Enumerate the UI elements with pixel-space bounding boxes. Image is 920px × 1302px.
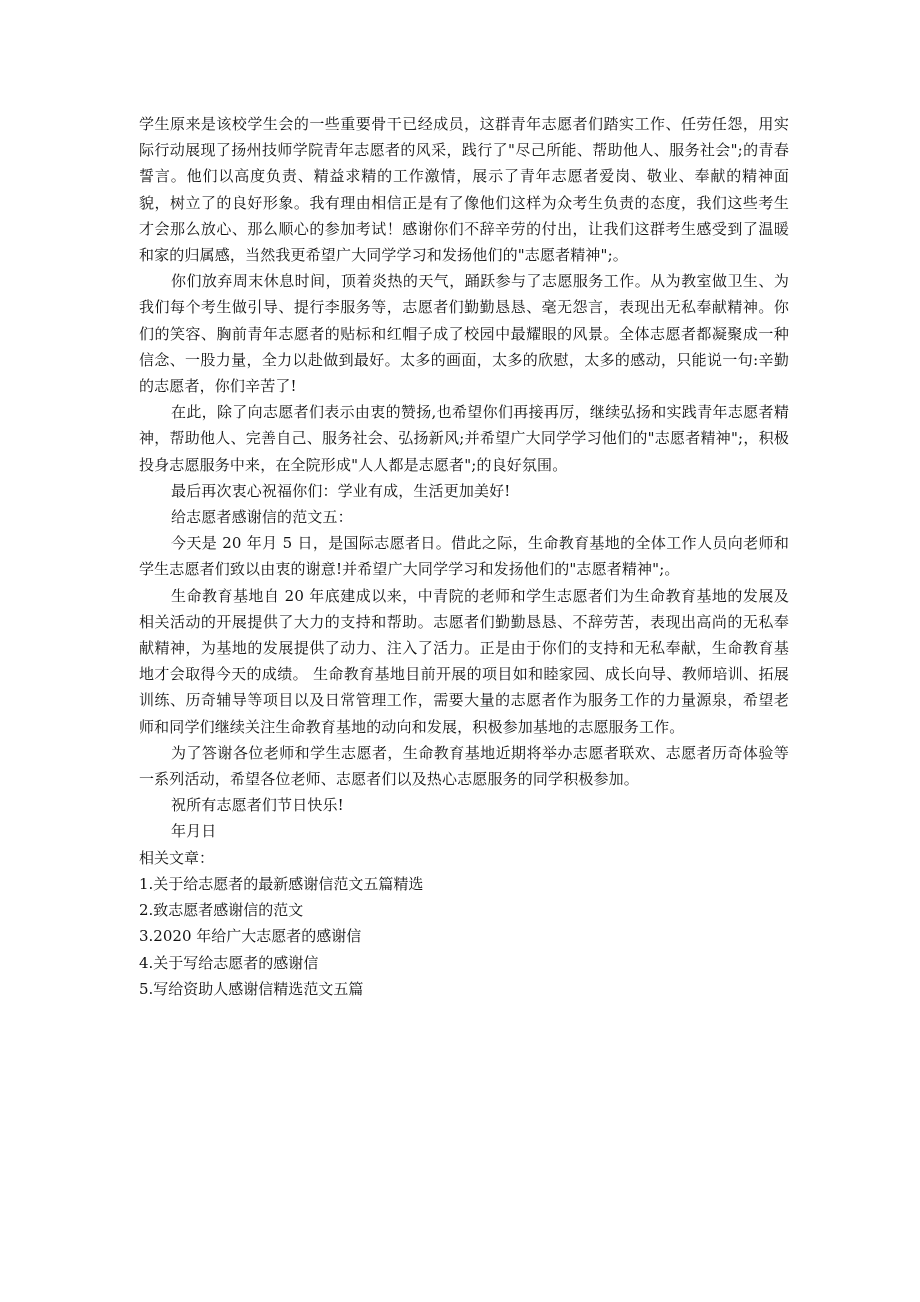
paragraph-7: 生命教育基地自 20 年底建成以来，中青院的老师和学生志愿者们为生命教育基地的发展及相关活动的开展提供了大力的支持和帮助。志愿者们勤勤恳恳、不辞劳苦，表现出高尚的无私奉献精神，为基地的发展提供了动力、注入了活力。正是由于你们的支持和无私奉献，生命教育基地才会取得今天的成绩。 生命教育基地目前开展的项目如和睦家园、成长向导、教师培训、拓展训练、历奇辅导等项目以及日常管理工作，需要大量的志愿者作为服务工作的力量源泉，希望老师和同学们继续关注生命教育基地的动向和发展，积极参加基地的志愿服务工作。 [139, 586, 789, 736]
document-page [139, 111, 789, 1002]
related-article-item[interactable] [139, 976, 789, 1002]
related-article-link-2[interactable]: 2.致志愿者感谢信的范文 [139, 901, 304, 920]
related-article-item[interactable] [139, 897, 789, 923]
closing-wish: 祝所有志愿者们节日快乐! [171, 796, 344, 815]
paragraph-1: 学生原来是该校学生会的一些重要骨干已经成员，这群青年志愿者们踏实工作、任劳任怨，用实际行动展现了扬州技师学院青年志愿者的风采，践行了"尽己所能、帮助他人、服务社会";的青春誓言。他们以高度负责、精益求精的工作激情，展示了青年志愿者爱岗、敬业、奉献的精神面貌，树立了的良好形象。我有理由相信正是有了像他们这样为众考生负责的态度，我们这些考生才会那么放心、那么顺心的参加考试！感谢你们不辞辛劳的付出，让我们这群考生感受到了温暖和家的归属感，当然我更希望广大同学学习和发扬他们的"志愿者精神";。 [139, 115, 789, 265]
related-article-item[interactable] [139, 923, 789, 949]
paragraph-8: 为了答谢各位老师和学生志愿者，生命教育基地近期将举办志愿者联欢、志愿者历奇体验等一系列活动，希望各位老师、志愿者们以及热心志愿服务的同学积极参加。 [139, 743, 789, 789]
paragraph-3: 在此，除了向志愿者们表示由衷的赞扬,也希望你们再接再厉，继续弘扬和实践青年志愿者精神，帮助他人、完善自己、服务社会、弘扬新风;并希望广大同学学习他们的"志愿者精神";，积极投身志愿服务中来，在全院形成"人人都是志愿者";的良好氛围。 [139, 403, 789, 474]
related-articles [139, 845, 789, 1002]
letter-body [139, 111, 789, 845]
related-articles-heading: 相关文章： [139, 848, 215, 867]
related-article-item[interactable] [139, 871, 789, 897]
related-article-link-3[interactable]: 3.2020 年给广大志愿者的感谢信 [139, 927, 362, 946]
related-articles-list [139, 871, 789, 1002]
paragraph-4: 最后再次衷心祝福你们：学业有成，生活更加美好! [171, 481, 511, 500]
related-article-link-1[interactable]: 1.关于给志愿者的最新感谢信范文五篇精选 [139, 874, 424, 893]
date-line: 年月日 [171, 822, 217, 841]
related-article-item[interactable] [139, 950, 789, 976]
related-article-link-5[interactable]: 5.写给资助人感谢信精选范文五篇 [139, 979, 364, 998]
related-article-link-4[interactable]: 4.关于写给志愿者的感谢信 [139, 953, 319, 972]
paragraph-2: 你们放弃周末休息时间，顶着炎热的天气，踊跃参与了志愿服务工作。从为教室做卫生、为我们每个考生做引导、提行李服务等，志愿者们勤勤恳恳、毫无怨言，表现出无私奉献精神。你们的笑容、胸前青年志愿者的贴标和红帽子成了校园中最耀眼的风景。全体志愿者都凝聚成一种信念、一股力量，全力以赴做到最好。太多的画面，太多的欣慰，太多的感动，只能说一句:辛勤的志愿者，你们辛苦了! [139, 272, 789, 396]
paragraph-6: 今天是 20 年月 5 日，是国际志愿者日。借此之际，生命教育基地的全体工作人员向老师和学生志愿者们致以由衷的谢意!并希望广大同学学习和发扬他们的"志愿者精神";。 [139, 534, 789, 579]
section-heading-example-five: 给志愿者感谢信的范文五： [171, 508, 353, 527]
